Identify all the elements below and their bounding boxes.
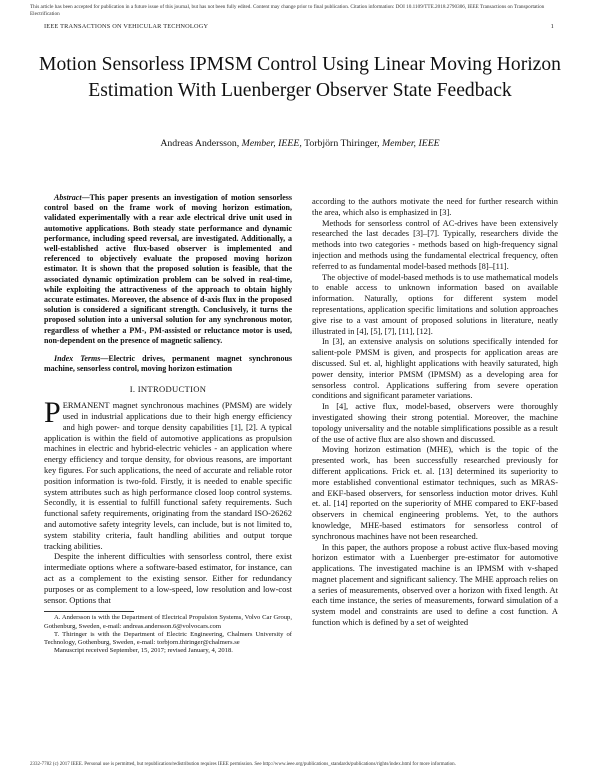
footnote-author-1: A. Andersson is with the Department of Electrical Propulsion Systems, Volvo Car Group, Gothenburg, Sweden, e-mail: andreas.andersson.6@volvocars.com [44,614,292,630]
left-column [44,193,292,655]
body-paragraph-5: In [4], active flux, model-based, observers were thoroughly investigated showing their strong potential. Moreover, the machine topology universality and the notable simplifications possible as a result of the use of active flux are also shown and discussed. [312,401,558,444]
footnote-rule [44,611,134,612]
right-column [312,196,558,628]
body-paragraph-3: The objective of model-based methods is to use mathematical models to enable access to unknown information based on available information. Naturally, options for different system model representations, application specific limitations and solution approaches give rise to a vast amount of proposed solutions in literature, neatly illustrated in [4], [5], [7], [11], [12]. [312,271,558,336]
paper-title: Motion Sensorless IPMSM Control Using Linear Moving Horizon Estimation With Luenberger Observer State Feedback [39,54,561,101]
author-line [30,138,570,149]
body-paragraph-1: according to the authors motivate the need for further research within the area, which also is emphasized in [3]. [312,196,558,217]
acceptance-note: This article has been accepted for publication in a future issue of this journal, but has not been fully edited. Content may change prior to final publication. Citation information: DOI 10.1109/TTE.2018.2790306, IEEE Transactions on Transportation Electrification [30,4,545,17]
footnote-author-2: T. Thiringer is with the Department of Electric Engineering, Chalmers University of Technology, Gothenburg, Sweden, e-mail: torbjorn.thiringer@chalmers.se [44,630,292,646]
drop-cap: P [44,396,61,430]
abstract-label: Abstract [54,193,82,202]
copyright-note: 2332-7782 (c) 2017 IEEE. Personal use is permitted, but republication/redistribution requires IEEE permission. See http://www.ieee.org/publications_standards/publications/rights/index.html for more information. [30,762,456,767]
body-paragraph-4: In [3], an extensive analysis on solutions specifically intended for salient-pole PMSM is given, and prospects for application areas are discussed. Sul et. al, highlight applications with heavily saturated, high power density, interior PMSM (IPMSM) as a developing area for sensorless control. Applications suffering from severe operation conditions and significant parameter variations. [312,336,558,401]
abstract [44,193,292,346]
footnote-manuscript: Manuscript received September, 15, 2017; revised January, 4, 2018. [54,647,233,655]
journal-name: IEEE TRANSACTIONS ON VEHICULAR TECHNOLOGY [44,23,209,30]
page-number: 1 [550,23,554,30]
author-2-role: Member, IEEE [382,138,440,149]
index-terms-text: —Electric drives, permanent magnet synchronous machine, sensorless control, moving horizon estimation [44,354,293,374]
abstract-text: —This paper presents an investigation of motion sensorless control based on the frame work of moving horizon estimation, validated experimentally with a rear axle electrical drive unit used in automotive applications. Both steady state performance and dynamic performance, including speed reversal, are investigated. Additionally, a well-established active flux-based observer is implemented and referenced to objectively evaluate the proposed moving horizon estimator. It is shown that the proposed solution is feasible, that the associated dynamic optimization problem can be solved in real-time, while exploiting the attractiveness of the approach to obtain highly accurate estimates. Moreover, the absence of d-axis flux in the proposed solution is considered a significant strength. Conclusively, it turns the proposed solution into a universal solution for any synchronous motor, regardless of whether a PM-, PM-assisted or reluctance motor is used, non-dependent on the presence of magnetic saliency. [44,193,292,345]
author-2: Torbjörn Thiringer, [304,138,380,149]
body-paragraph-7: In this paper, the authors propose a robust active flux-based moving horizon estimator with a Luenberger pre-estimator for automotive applications. The investigated machine is an IPMSM with v-shaped magnet placement and significant saliency. The MHE approach relies on a series of measurements, observed over a horizon with fixed length. At each time instance, the series of measurements, forward simulation of a system model and constraints are used to define a cost function. A function which is defined by a set of weighted [312,541,558,628]
running-head [44,23,554,30]
section-heading-introduction: I. INTRODUCTION [129,384,207,395]
author-1-role: Member, IEEE, [241,138,302,149]
intro-paragraph-2: Despite the inherent difficulties with sensorless control, there exist intermediate options where a software-based estimator, for instance, can act as a complement to the existing sensor. Either for redundancy purposes or as complement to a low-speed, low resolution and low-cost sensor. Options that [44,551,292,605]
body-paragraph-2: Methods for sensorless control of AC-drives have been extensively researched the last decades [3]–[7]. Typically, researchers divide the methods into two categories - methods based on high-frequency signal injection and methods using the fundamental electrical frequency, often referred to as fundamental model-based methods [8]–[11]. [312,217,558,271]
index-terms [44,354,292,374]
index-terms-label: Index Terms [54,354,101,364]
intro-paragraph-1-text: ERMANENT magnet synchronous machines (PMSM) are widely used in industrial applications due to their high energy efficiency and high power- and torque density capabilities [1], [2]. A typical application is within the field of automotive applications as propulsion machines in electric and hybrid-electric vehicles - an application where energy efficiency and torque density, for obvious reasons, are important key figures. For such applications, the need of accurate and reliable rotor position information is two-fold. Firstly, it is needed to enable specific system attributes such as high performance closed loop control systems. Secondly, it is essential to fulfill functional safety requirements. Such functional safety requirements, originating from the standard ISO-26262 and automotive safety integrity levels, can include, but is not limited to, system stability criteria, fault handling abilities and output torque tracking abilities. [44,400,292,551]
body-paragraph-6: Moving horizon estimation (MHE), which is the topic of the presented work, has been successfully researched previously for different applications. Frick et. al. [13] determined its superiority to more established conventional estimator techniques, such as MRAS- and EKF-based observers, for sensorless induction motor drives. Kuhl et. al. [14] reported on the superiority of MHE compared to EKF-based observers in chemical engineering problems. Yet, to the authors knowledge, MHE-based estimators for sensorless control of synchronous machines have not been researched. [312,444,558,541]
author-1: Andreas Andersson, [160,138,240,149]
intro-paragraph-1 [44,396,292,551]
